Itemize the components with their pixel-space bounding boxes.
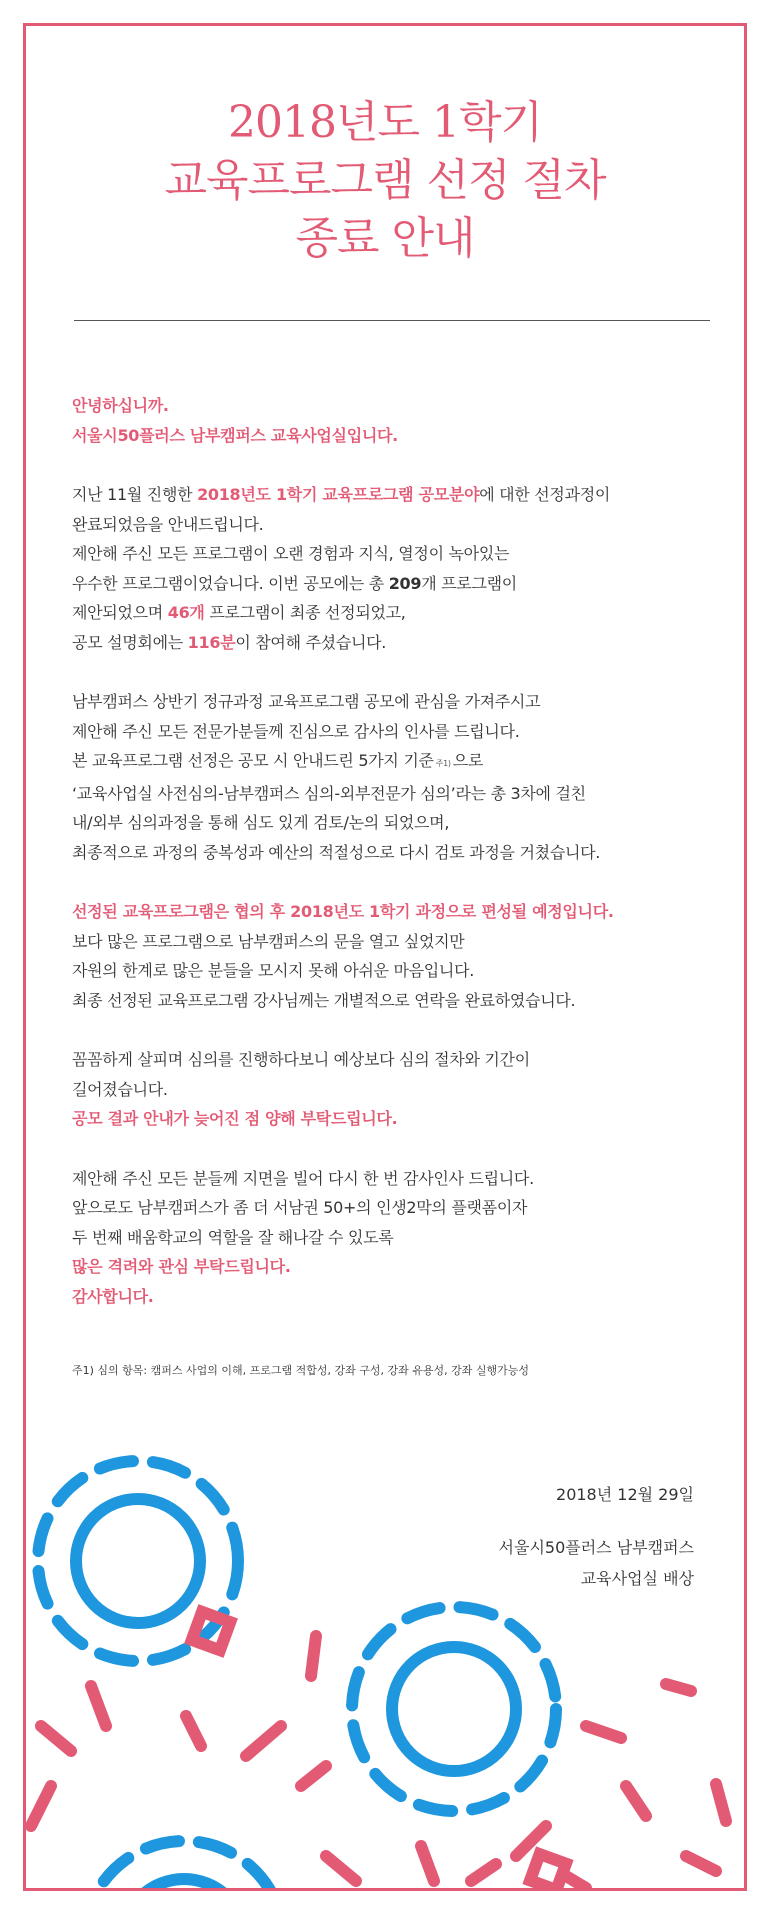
pink-dash [586, 1726, 621, 1738]
text: 본 교육프로그램 선정은 공모 시 안내드린 5가지 기준 [72, 751, 434, 770]
para4-line-2: 길어졌습니다. [72, 1079, 168, 1099]
para5-line-1: 제안해 주신 모든 분들께 지면을 빌어 다시 한 번 감사인사 드립니다. [72, 1168, 534, 1188]
para5-line-3: 두 번째 배움학교의 역할을 잘 해나갈 수 있도록 [72, 1227, 394, 1247]
para1-line-3: 제안해 주신 모든 프로그램이 오랜 경험과 지식, 열정이 녹아있는 [72, 544, 510, 563]
blue-dashed-ring [352, 1607, 556, 1811]
para1-line-2: 완료되었음을 안내드립니다. [72, 514, 264, 534]
total-count: 209 [388, 573, 422, 593]
blue-ring [76, 1499, 200, 1623]
pink-dash [566, 1876, 586, 1888]
pink-dash [471, 1864, 496, 1881]
title-line-3: 종료 안내 [295, 213, 475, 264]
para4-line-3: 공모 결과 안내가 늦어진 점 양해 부탁드립니다. [72, 1109, 398, 1128]
pink-dash [421, 1846, 434, 1881]
pink-dash [186, 1716, 201, 1746]
pink-dash [626, 1786, 646, 1816]
notice-frame [23, 23, 747, 1891]
pink-dash [311, 1636, 316, 1676]
pink-dash [666, 1684, 691, 1691]
footnote-marker: 주1) [435, 759, 451, 768]
pink-dash [31, 1786, 51, 1826]
para2-line-5: 내/외부 심의과정을 통해 심도 있게 검토/논의 되었으며, [72, 813, 450, 832]
text: 공모 설명회에는 [72, 632, 188, 652]
pink-dash [41, 1726, 71, 1751]
para2-line-6: 최종적으로 과정의 중복성과 예산의 적절성으로 다시 검토 과정을 거쳤습니다. [72, 842, 601, 862]
para2-line-4: ‘교육사업실 사전심의-남부캠퍼스 심의-외부전문가 심의’라는 총 3차에 걸친 [72, 783, 586, 803]
pink-dash [686, 1856, 716, 1871]
issue-date: 2018년 12월 29일 [556, 1485, 694, 1504]
greeting-line-1: 안녕하십니까. [72, 396, 169, 415]
footnote: 주1) 심의 항목: 캠퍼스 사업의 이해, 프로그램 적합성, 강좌 구성, 강좌 유용성, 강좌 실행가능성 [72, 1364, 529, 1377]
highlight-text: 2018년도 1학기 교육프로그램 공모분야 [197, 485, 480, 504]
pink-dash [246, 1726, 281, 1756]
title-line-1: 2018년도 1학기 [228, 97, 542, 148]
text: 지난 11월 진행한 [72, 485, 198, 504]
signature [499, 1532, 694, 1594]
title-line-2: 교육프로그램 선정 절차 [164, 155, 606, 206]
para5-line-5: 감사합니다. [72, 1286, 154, 1306]
para5-line-4: 많은 격려와 관심 부탁드립니다. [72, 1257, 291, 1276]
text: 이 참여해 주셨습니다. [235, 632, 387, 652]
para2-line-1: 남부캠퍼스 상반기 정규과정 교육프로그램 공모에 관심을 가져주시고 [72, 692, 541, 711]
text: 으로 [452, 751, 484, 770]
blue-ring [122, 1879, 246, 1888]
pink-dash [326, 1856, 356, 1881]
decorative-pattern [26, 26, 744, 1888]
attendee-count: 116분 [187, 632, 236, 652]
para3-line-2: 보다 많은 프로그램으로 남부캠퍼스의 문을 열고 싶었지만 [72, 931, 465, 951]
pink-dash [716, 1784, 726, 1821]
text: 우수한 프로그램이었습니다. 이번 공모에는 총 [72, 573, 389, 593]
pink-dash [91, 1686, 106, 1726]
para2-line-2: 제안해 주신 모든 전문가분들께 진심으로 감사의 인사를 드립니다. [72, 721, 520, 741]
blue-ring [392, 1647, 516, 1771]
greeting-line-2: 서울시50플러스 남부캠퍼스 교육사업실입니다. [72, 425, 398, 445]
para3-line-4: 최종 선정된 교육프로그램 강사님께는 개별적으로 연락을 완료하였습니다. [72, 990, 576, 1010]
text: 에 대한 선정과정이 [479, 485, 611, 504]
para3-line-1: 선정된 교육프로그램은 협의 후 2018년도 1학기 과정으로 편성될 예정입니다. [72, 902, 614, 921]
text: 프로그램이 최종 선정되었고, [204, 603, 406, 622]
pink-dash [301, 1766, 326, 1786]
text: 개 프로그램이 [421, 573, 517, 593]
blue-dashed-ring [38, 1461, 238, 1661]
signature-line-1: 서울시50플러스 남부캠퍼스 [498, 1538, 694, 1557]
para3-line-3: 자원의 한계로 많은 분들을 모시지 못해 아쉬운 마음입니다. [72, 961, 475, 980]
para5-line-2: 앞으로도 남부캠퍼스가 좀 더 서남권 50+의 인생2막의 플랫폼이자 [72, 1198, 528, 1217]
para4-line-1: 꼼꼼하게 살피며 심의를 진행하다보니 예상보다 심의 절차와 기간이 [72, 1050, 530, 1069]
pink-square [530, 1854, 566, 1888]
selected-count: 46개 [167, 603, 205, 622]
signature-line-2: 교육사업실 배상 [580, 1569, 694, 1588]
text: 제안되었으며 [72, 603, 168, 622]
